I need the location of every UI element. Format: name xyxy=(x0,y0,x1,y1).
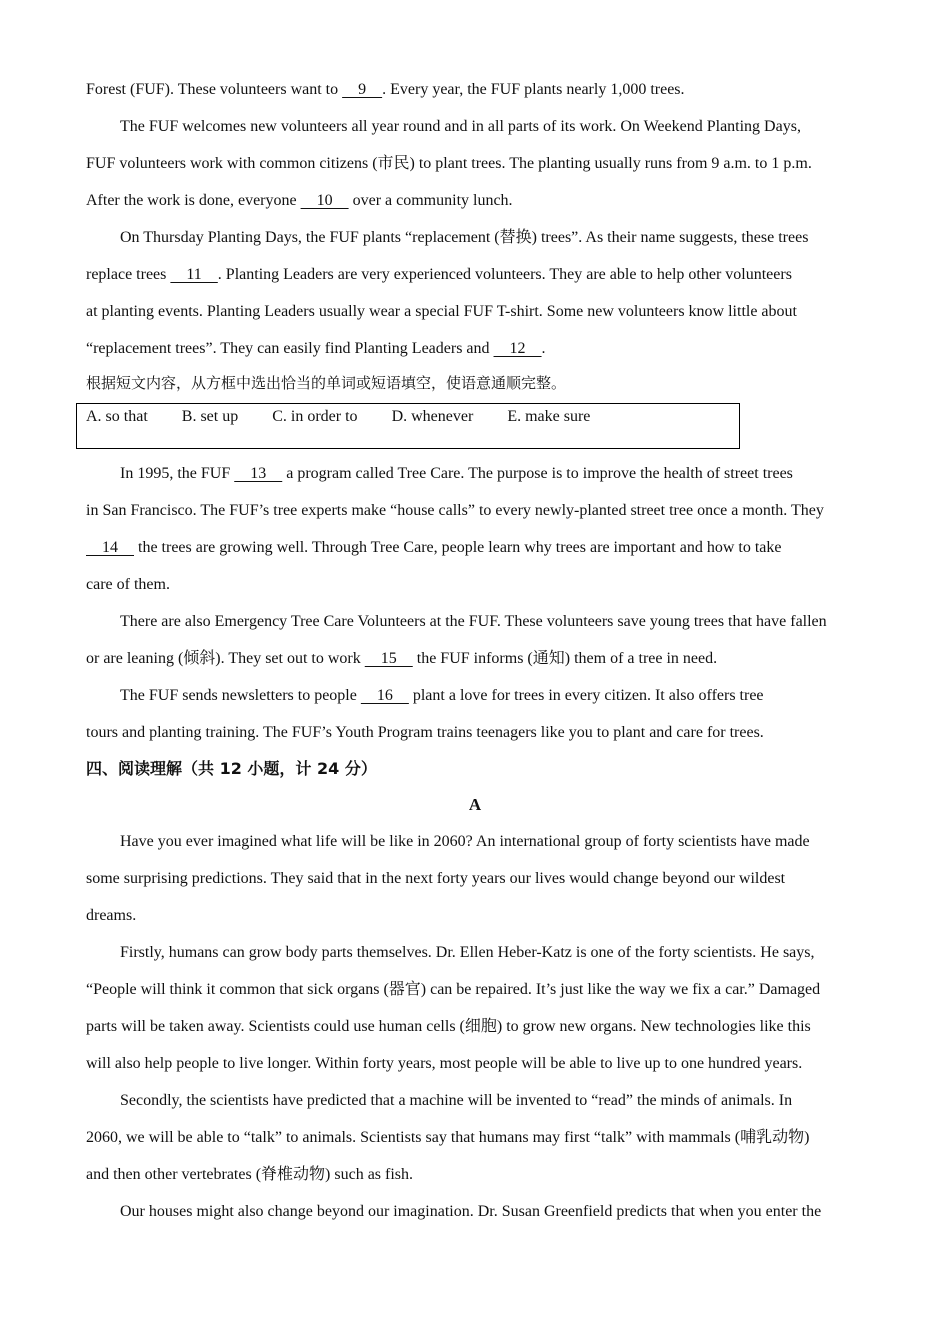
option-a: A. so that xyxy=(86,408,148,425)
text-line: Forest (FUF). These volunteers want to 9 . Every year, the FUF plants nearly 1,000 trees. xyxy=(86,81,685,98)
option-d: D. whenever xyxy=(391,408,474,425)
blank-11[interactable]: 11 xyxy=(170,266,218,283)
blank-12[interactable]: 12 xyxy=(493,340,542,357)
text-line: In 1995, the FUF 13 a program called Tree Care. The purpose is to improve the health of street trees xyxy=(120,465,793,482)
text-line: some surprising predictions. They said that in the next forty years our lives would change beyond our wildest xyxy=(86,870,786,887)
option-e: E. make sure xyxy=(507,408,591,425)
text-line: Our houses might also change beyond our imagination. Dr. Susan Greenfield predicts that when you enter the xyxy=(120,1203,822,1220)
text-line: “replacement trees”. They can easily find Planting Leaders and 12 . xyxy=(86,340,546,357)
text-line: at planting events. Planting Leaders usually wear a special FUF T-shirt. Some new volunteers know little about xyxy=(86,303,797,320)
text-line: “People will think it common that sick organs (器官) can be repaired. It’s just like the way we fix a car.” Damaged xyxy=(86,981,821,998)
text-line: 14 the trees are growing well. Through Tree Care, people learn why trees are important and how to take xyxy=(86,539,782,556)
text-line: in San Francisco. The FUF’s tree experts make “house calls” to every newly-planted street tree once a month. They xyxy=(86,502,824,519)
text-line: tours and planting training. The FUF’s Youth Program trains teenagers like you to plant and care for trees. xyxy=(86,724,764,741)
text-line: FUF volunteers work with common citizens (市民) to plant trees. The planting usually runs from 9 a.m. to 1 p.m. xyxy=(86,155,812,172)
blank-10[interactable]: 10 xyxy=(300,192,349,209)
blank-13[interactable]: 13 xyxy=(234,465,283,482)
option-c: C. in order to xyxy=(272,408,358,425)
options-list xyxy=(86,408,620,426)
blank-14[interactable]: 14 xyxy=(86,539,134,556)
section-heading: 四、阅读理解（共 12 小题，计 24 分） xyxy=(86,759,377,778)
text-line: will also help people to live longer. Within forty years, most people will be able to live up to one hundred years. xyxy=(86,1055,803,1072)
blank-15[interactable]: 15 xyxy=(364,650,413,667)
instruction-text: 根据短文内容，从方框中选出恰当的单词或短语填空，使语意通顺完整。 xyxy=(86,374,567,392)
text-line: On Thursday Planting Days, the FUF plants “replacement (替换) trees”. As their name suggests, these trees xyxy=(120,229,809,246)
text-line: 2060, we will be able to “talk” to animals. Scientists say that humans may first “talk” with mammals (哺乳动物) xyxy=(86,1129,810,1146)
text-line: After the work is done, everyone 10 over a community lunch. xyxy=(86,192,513,209)
text-line: replace trees 11 . Planting Leaders are very experienced volunteers. They are able to help other volunteers xyxy=(86,266,792,283)
option-b: B. set up xyxy=(181,408,239,425)
options-box xyxy=(86,403,864,451)
text-line: The FUF sends newsletters to people 16 plant a love for trees in every citizen. It also offers tree xyxy=(120,687,764,704)
blank-16[interactable]: 16 xyxy=(360,687,409,704)
blank-9[interactable]: 9 xyxy=(342,81,383,98)
text-line: care of them. xyxy=(86,576,170,593)
passage-label: A xyxy=(468,795,482,814)
text-line: Secondly, the scientists have predicted that a machine will be invented to “read” the minds of animals. In xyxy=(120,1092,793,1109)
text-line: or are leaning (倾斜). They set out to work 15 the FUF informs (通知) them of a tree in need. xyxy=(86,650,718,667)
text-line: Have you ever imagined what life will be like in 2060? An international group of forty scientists have made xyxy=(120,833,810,850)
text-line: parts will be taken away. Scientists could use human cells (细胞) to grow new organs. New technologies like this xyxy=(86,1018,811,1035)
document-page xyxy=(86,72,864,1230)
text-line: dreams. xyxy=(86,907,137,924)
text-line: There are also Emergency Tree Care Volunteers at the FUF. These volunteers save young trees that have fallen xyxy=(120,613,827,630)
text-line: and then other vertebrates (脊椎动物) such as fish. xyxy=(86,1166,414,1183)
text-line: Firstly, humans can grow body parts themselves. Dr. Ellen Heber-Katz is one of the forty scientists. He says, xyxy=(120,944,815,961)
text-line: The FUF welcomes new volunteers all year round and in all parts of its work. On Weekend Planting Days, xyxy=(120,118,801,135)
